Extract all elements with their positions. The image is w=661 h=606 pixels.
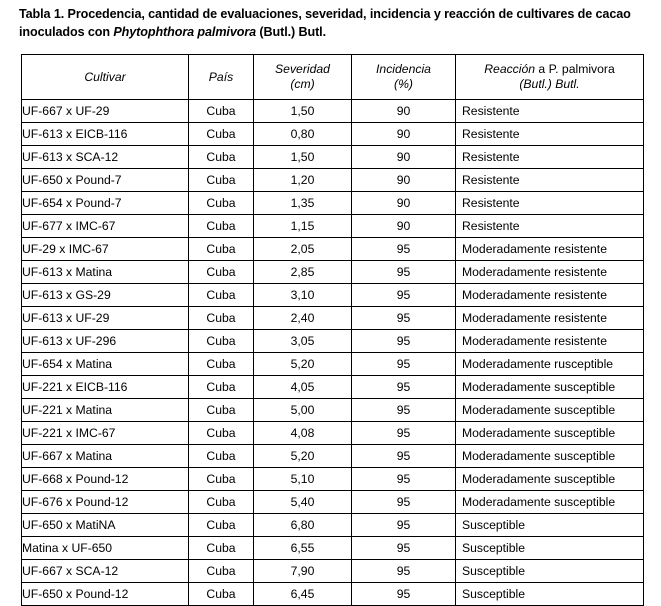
- cell-pais: Cuba: [189, 376, 254, 399]
- cell-reaccion: Moderadamente susceptible: [456, 468, 644, 491]
- cell-pais: Cuba: [189, 445, 254, 468]
- cell-pais: Cuba: [189, 514, 254, 537]
- cell-incidencia: 95: [352, 238, 456, 261]
- cell-reaccion: Moderadamente resistente: [456, 330, 644, 353]
- cell-severidad: 1,15: [254, 215, 352, 238]
- cell-cultivar: UF-613 x Matina: [22, 261, 189, 284]
- cell-cultivar: UF-654 x Pound-7: [22, 192, 189, 215]
- cell-incidencia: 95: [352, 537, 456, 560]
- cell-reaccion: Moderadamente rusceptible: [456, 353, 644, 376]
- column-header-severidad-unit: (cm): [290, 77, 315, 91]
- cell-reaccion: Susceptible: [456, 537, 644, 560]
- cell-pais: Cuba: [189, 192, 254, 215]
- cell-pais: Cuba: [189, 583, 254, 606]
- table-row: [22, 445, 644, 468]
- cell-severidad: 5,10: [254, 468, 352, 491]
- cell-cultivar: UF-650 x MatiNA: [22, 514, 189, 537]
- cell-pais: Cuba: [189, 146, 254, 169]
- cell-reaccion: Susceptible: [456, 514, 644, 537]
- table-caption: [19, 5, 647, 41]
- cell-cultivar: UF-667 x Matina: [22, 445, 189, 468]
- cell-reaccion: Susceptible: [456, 583, 644, 606]
- table-row: [22, 583, 644, 606]
- column-header-reaccion-label: Reacción: [484, 62, 536, 76]
- cell-incidencia: 90: [352, 169, 456, 192]
- table-row: [22, 238, 644, 261]
- column-header-reaccion-species: a P. palmivora: [535, 62, 615, 76]
- table-row: [22, 514, 644, 537]
- cell-reaccion: Resistente: [456, 192, 644, 215]
- cell-pais: Cuba: [189, 123, 254, 146]
- column-header-pais-label: País: [208, 69, 234, 84]
- cell-incidencia: 95: [352, 560, 456, 583]
- cell-severidad: 1,20: [254, 169, 352, 192]
- column-header-severidad: [254, 55, 352, 100]
- cell-reaccion: Moderadamente susceptible: [456, 399, 644, 422]
- cell-cultivar: UF-221 x IMC-67: [22, 422, 189, 445]
- cell-severidad: 5,40: [254, 491, 352, 514]
- table-row: [22, 192, 644, 215]
- cell-cultivar: UF-613 x UF-296: [22, 330, 189, 353]
- column-header-incidencia-label: Incidencia: [376, 62, 431, 76]
- table-row: [22, 491, 644, 514]
- cell-severidad: 2,40: [254, 307, 352, 330]
- cell-severidad: 4,05: [254, 376, 352, 399]
- cell-pais: Cuba: [189, 169, 254, 192]
- cell-incidencia: 95: [352, 261, 456, 284]
- cell-cultivar: UF-667 x SCA-12: [22, 560, 189, 583]
- cell-incidencia: 90: [352, 192, 456, 215]
- table-row: [22, 353, 644, 376]
- caption-text-after: (Butl.) Butl.: [256, 25, 326, 39]
- cell-pais: Cuba: [189, 215, 254, 238]
- cell-severidad: 7,90: [254, 560, 352, 583]
- table-row: [22, 537, 644, 560]
- table-row: [22, 261, 644, 284]
- cell-cultivar: UF-221 x Matina: [22, 399, 189, 422]
- table-row: [22, 422, 644, 445]
- table-row: [22, 284, 644, 307]
- table-container: [21, 54, 643, 606]
- cell-pais: Cuba: [189, 284, 254, 307]
- cell-reaccion: Resistente: [456, 169, 644, 192]
- column-header-incidencia-unit: (%): [394, 77, 413, 91]
- cell-severidad: 5,00: [254, 399, 352, 422]
- cell-reaccion: Moderadamente susceptible: [456, 491, 644, 514]
- cell-reaccion: Susceptible: [456, 560, 644, 583]
- caption-text-before: Tabla 1. Procedencia, cantidad de evaluaciones, severidad, incidencia y reacción de cultivares de cacao inoculados con: [19, 7, 631, 39]
- column-header-severidad-label: Severidad: [275, 62, 330, 76]
- cell-incidencia: 90: [352, 215, 456, 238]
- cultivar-results-table: [21, 54, 644, 606]
- cell-cultivar: UF-613 x GS-29: [22, 284, 189, 307]
- cell-pais: Cuba: [189, 468, 254, 491]
- cell-severidad: 1,35: [254, 192, 352, 215]
- cell-incidencia: 90: [352, 100, 456, 123]
- cell-cultivar: UF-221 x EICB-116: [22, 376, 189, 399]
- cell-incidencia: 95: [352, 330, 456, 353]
- table-row: [22, 146, 644, 169]
- cell-severidad: 6,45: [254, 583, 352, 606]
- cell-cultivar: UF-29 x IMC-67: [22, 238, 189, 261]
- cell-incidencia: 95: [352, 307, 456, 330]
- table-row: [22, 215, 644, 238]
- cell-severidad: 6,55: [254, 537, 352, 560]
- cell-pais: Cuba: [189, 422, 254, 445]
- cell-severidad: 0,80: [254, 123, 352, 146]
- cell-pais: Cuba: [189, 238, 254, 261]
- cell-cultivar: UF-677 x IMC-67: [22, 215, 189, 238]
- table-header-row: [22, 55, 644, 100]
- cell-severidad: 6,80: [254, 514, 352, 537]
- caption-species-name: Phytophthora palmivora: [113, 25, 257, 39]
- cell-reaccion: Moderadamente resistente: [456, 238, 644, 261]
- cell-pais: Cuba: [189, 100, 254, 123]
- cell-incidencia: 95: [352, 491, 456, 514]
- cell-incidencia: 95: [352, 445, 456, 468]
- cell-reaccion: Moderadamente susceptible: [456, 422, 644, 445]
- table-row: [22, 169, 644, 192]
- cell-severidad: 5,20: [254, 445, 352, 468]
- table-row: [22, 399, 644, 422]
- cell-severidad: 3,05: [254, 330, 352, 353]
- cell-pais: Cuba: [189, 537, 254, 560]
- cell-reaccion: Moderadamente resistente: [456, 307, 644, 330]
- cell-cultivar: UF-676 x Pound-12: [22, 491, 189, 514]
- cell-reaccion: Moderadamente susceptible: [456, 376, 644, 399]
- cell-cultivar: UF-650 x Pound-7: [22, 169, 189, 192]
- cell-incidencia: 95: [352, 284, 456, 307]
- cell-pais: Cuba: [189, 560, 254, 583]
- cell-cultivar: UF-667 x UF-29: [22, 100, 189, 123]
- cell-incidencia: 95: [352, 468, 456, 491]
- cell-reaccion: Moderadamente susceptible: [456, 445, 644, 468]
- cell-pais: Cuba: [189, 307, 254, 330]
- cell-incidencia: 95: [352, 583, 456, 606]
- cell-cultivar: Matina x UF-650: [22, 537, 189, 560]
- column-header-reaccion-authority: (Butl.) Butl.: [519, 77, 580, 91]
- cell-pais: Cuba: [189, 399, 254, 422]
- cell-reaccion: Moderadamente resistente: [456, 284, 644, 307]
- cell-pais: Cuba: [189, 261, 254, 284]
- table-row: [22, 100, 644, 123]
- cell-severidad: 4,08: [254, 422, 352, 445]
- cell-incidencia: 90: [352, 146, 456, 169]
- cell-reaccion: Resistente: [456, 215, 644, 238]
- cell-cultivar: UF-613 x UF-29: [22, 307, 189, 330]
- column-header-reaccion: [456, 55, 644, 100]
- table-body: [22, 100, 644, 606]
- cell-cultivar: UF-668 x Pound-12: [22, 468, 189, 491]
- table-row: [22, 468, 644, 491]
- cell-severidad: 1,50: [254, 100, 352, 123]
- cell-cultivar: UF-654 x Matina: [22, 353, 189, 376]
- column-header-cultivar-label: Cultivar: [84, 69, 126, 84]
- cell-cultivar: UF-650 x Pound-12: [22, 583, 189, 606]
- cell-incidencia: 95: [352, 514, 456, 537]
- cell-reaccion: Resistente: [456, 146, 644, 169]
- cell-reaccion: Moderadamente resistente: [456, 261, 644, 284]
- table-row: [22, 123, 644, 146]
- cell-reaccion: Resistente: [456, 100, 644, 123]
- cell-severidad: 2,85: [254, 261, 352, 284]
- cell-incidencia: 90: [352, 123, 456, 146]
- cell-incidencia: 95: [352, 353, 456, 376]
- cell-reaccion: Resistente: [456, 123, 644, 146]
- cell-incidencia: 95: [352, 399, 456, 422]
- column-header-pais: [189, 55, 254, 100]
- cell-pais: Cuba: [189, 491, 254, 514]
- cell-pais: Cuba: [189, 330, 254, 353]
- cell-severidad: 5,20: [254, 353, 352, 376]
- table-row: [22, 330, 644, 353]
- cell-severidad: 2,05: [254, 238, 352, 261]
- column-header-cultivar: [22, 55, 189, 100]
- cell-severidad: 1,50: [254, 146, 352, 169]
- table-row: [22, 560, 644, 583]
- cell-pais: Cuba: [189, 353, 254, 376]
- cell-incidencia: 95: [352, 376, 456, 399]
- cell-cultivar: UF-613 x SCA-12: [22, 146, 189, 169]
- table-row: [22, 376, 644, 399]
- table-header: [22, 55, 644, 100]
- cell-severidad: 3,10: [254, 284, 352, 307]
- cell-cultivar: UF-613 x EICB-116: [22, 123, 189, 146]
- column-header-incidencia: [352, 55, 456, 100]
- table-row: [22, 307, 644, 330]
- cell-incidencia: 95: [352, 422, 456, 445]
